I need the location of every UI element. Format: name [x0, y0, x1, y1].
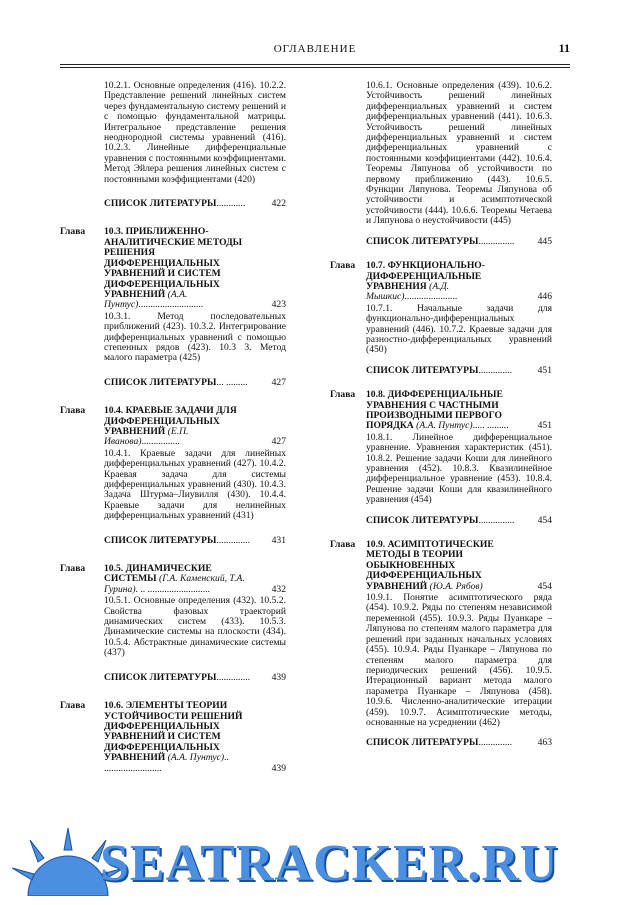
toc-references-entry[interactable] [104, 673, 286, 683]
toc-page-number: 423 [271, 299, 286, 311]
leader-dots: ..... ......... [472, 420, 509, 432]
toc-page-number: 446 [537, 291, 552, 303]
toc-page-number: 432 [271, 583, 286, 595]
toc-right-column [330, 80, 552, 767]
chapter-label: Глава [330, 389, 356, 401]
toc-chapter-entry[interactable] [60, 227, 286, 363]
toc-chapter-entry[interactable] [60, 406, 286, 521]
leader-dots: .............. [478, 737, 513, 749]
toc-page-number: 422 [271, 198, 286, 210]
chapter-label: Глава [60, 405, 86, 417]
toc-subsections: 10.4.1. Краевые задачи для линейных дифференциальных уравнений (427). 10.4.2. Краевая задача для системы дифференциальных уравнений (430). 10.4.3. Задача Штурма–Лиувилля (430). 10.4.4. Краевые задачи для нелинейных дифференциальных уравнений (431) [104, 447, 286, 522]
page-header [60, 41, 570, 61]
toc-chapter-entry[interactable] [330, 261, 552, 356]
toc-subsections: 10.5.1. Основные определения (432). 10.5.2. Свойства фазовых траекторий динамических систем (433). 10.5.3. Динамические системы на плоскости (434). 10.5.4. Абстрактные динамические системы (437) [104, 595, 286, 659]
leader-dots: ............... [478, 514, 515, 526]
leader-dots: ........................... [138, 299, 204, 311]
toc-references-entry[interactable] [104, 536, 286, 546]
chapter-title: 10.3. ПРИБЛИЖЕННО-АНАЛИТИЧЕСКИЕ МЕТОДЫ РЕШЕНИЯ ДИФФЕРЕНЦИАЛЬНЫХ УРАВНЕНИЙ И СИСТЕМ ДИФФЕРЕНЦИАЛЬНЫХ УРАВНЕНИЙ [104, 226, 243, 300]
chapter-title: 10.9. АСИМПТОТИЧЕСКИЕ МЕТОДЫ В ТЕОРИИ ОБЫКНОВЕННЫХ ДИФФЕРЕНЦИАЛЬНЫХ УРАВНЕНИЙ [366, 539, 494, 592]
chapter-author: (Г.А. Каменский, Т.А. Гурина) [104, 573, 245, 595]
leader-dots: ............... [478, 235, 515, 247]
toc-subsections: 10.6.1. Основные определения (439). 10.6.2. Устойчивость решений линейных дифференциальных уравнений и систем дифференциальных уравнений (441). 10.6.3. Устойчивость решений линейных дифференциальных уравнений и систем дифференциальных уравнений с постоянными коэффициентами (442). 10.6.4. Теоремы Ляпунова об устойчивости по первому приближению (443). 10.6.5. Функции Ляпунова. Теоремы Ляпунова об устойчивости и асимптотической устойчивости (444). 10.6.6. Теоремы Четаева и Ляпунова о неустойчивости (445) [366, 80, 552, 227]
references-label: СПИСОК ЛИТЕРАТУРЫ [104, 376, 217, 388]
toc-references-entry[interactable] [366, 738, 552, 748]
toc-page-number: 451 [537, 420, 552, 432]
chapter-label: Глава [60, 563, 86, 575]
toc-chapter-entry[interactable] [330, 540, 552, 728]
leader-dots: .............. [478, 364, 513, 376]
header-rule [60, 64, 570, 65]
leader-dots: . .. .......................... [135, 583, 210, 595]
chapter-label: Глава [330, 539, 356, 551]
chapter-author: (А.А. Пунтус) [416, 420, 473, 432]
chapter-label: Глава [60, 226, 86, 238]
toc-chapter-entry[interactable] [330, 390, 552, 505]
leader-dots: .............. [216, 671, 251, 683]
toc-page-number: 439 [271, 762, 286, 774]
references-label: СПИСОК ЛИТЕРАТУРЫ [104, 671, 217, 683]
toc-references-entry[interactable] [366, 516, 552, 526]
toc-subsections: 10.7.1. Начальные задачи для функционально-дифференциальных уравнений (446). 10.7.2. Краевые задачи для разностно-дифференциальных уравнений (450) [366, 302, 552, 356]
toc-page-number: 439 [271, 671, 286, 683]
toc-page-number: 451 [537, 364, 552, 376]
chapter-title: 10.6. ЭЛЕМЕНТЫ ТЕОРИИ УСТОЙЧИВОСТИ РЕШЕНИЙ ДИФФЕРЕНЦИАЛЬНЫХ УРАВНЕНИЙ И СИСТЕМ ДИФФЕРЕНЦИАЛЬНЫХ УРАВНЕНИЙ [104, 700, 243, 764]
toc-subsections: 10.8.1. Линейное дифференциальное уравнение. Уравнения характеристик (451). 10.8.2. Решение задачи Коши для линейного уравнения (452). 10.8.3. Квазилинейное дифференциальное уравнение (453). 10.8.4. Решение задачи Коши для квазилинейного уравнения (454) [366, 431, 552, 506]
toc-subsections: 10.3.1. Метод последовательных приближений (423). 10.3.2. Интегрирование дифференциальных уравнений с помощью степенных рядов (423). 10.3 3. Метод малого параметра (425) [104, 310, 286, 364]
toc-left-column [60, 80, 286, 784]
header-rule-second [60, 67, 570, 68]
toc-subsections: 10.9.1. Понятие асимптотического ряда (454). 10.9.2. Ряды по степеням независимой переменной (455). 10.9.3. Ряды Пуанкаре – Ляпунова по степеням малого параметра для решений при заданных начальных условиях (455). 10.9.4. Ряды Пуанкаре – Ляпунова по степеням малого параметра для периодических решений (456). 10.9.5. Итерационный вариант метода малого параметра Пуанкаре – Ляпунова (458). 10.9.6. Численно-аналитические итерации (459). 10.9.7. Асимптотические методы, основанные на усреднении (462) [366, 592, 552, 728]
leader-dots: ... ......... [216, 376, 248, 388]
toc-page-number: 463 [537, 737, 552, 749]
toc-references-entry[interactable] [366, 237, 552, 247]
chapter-title: 10.8. ДИФФЕРЕНЦИАЛЬНЫЕ УРАВНЕНИЯ С ЧАСТНЫМИ ПРОИЗВОДНЫМИ ПЕРВОГО ПОРЯДКА [366, 389, 503, 432]
toc-page-number: 454 [537, 514, 552, 526]
leader-dots: ................ [141, 436, 180, 448]
toc-page-number: 427 [271, 376, 286, 388]
chapter-author: (Ю.А. Рябов) [429, 580, 483, 592]
references-label: СПИСОК ЛИТЕРАТУРЫ [366, 514, 479, 526]
toc-chapter-entry[interactable] [60, 701, 286, 774]
chapter-title: 10.4. КРАЕВЫЕ ЗАДАЧИ ДЛЯ ДИФФЕРЕНЦИАЛЬНЫХ УРАВНЕНИЙ [104, 405, 237, 437]
chapter-title: 10.5. ДИНАМИЧЕСКИЕ СИСТЕМЫ [104, 563, 212, 585]
chapter-author: (А.А. Пунтус) [104, 288, 188, 311]
references-label: СПИСОК ЛИТЕРАТУРЫ [104, 198, 217, 210]
references-label: СПИСОК ЛИТЕРАТУРЫ [366, 737, 479, 749]
chapter-author: (А.А. Пунтус) [167, 752, 225, 764]
toc-page-number: 431 [271, 534, 286, 546]
running-title: ОГЛАВЛЕНИЕ [273, 43, 357, 55]
toc-references-entry[interactable] [366, 366, 552, 376]
toc-references-entry[interactable] [104, 199, 286, 209]
toc-page-number: 454 [537, 580, 552, 592]
toc-references-entry[interactable] [104, 378, 286, 388]
leader-dots: .. ........................ [104, 752, 229, 774]
toc-page-number: 427 [271, 436, 286, 448]
toc-subsections: 10.2.1. Основные определения (416). 10.2.2. Представление решений линейных систем через фундаментальную систему решений и с помощью фундаментальной матрицы. Интегральное представление решения неоднородной системы уравнений (416). 10.2.3. Линейные дифференциальные уравнения с постоянными коэффициентами. Метод Эйлера решения линейных систем с постоянными коэффициентами (420) [104, 80, 286, 185]
leader-dots: ............ [216, 198, 246, 210]
chapter-author: (А.Д. Мышкис) [366, 280, 450, 303]
chapter-author: (Е.П. Иванова) [104, 425, 189, 448]
chapter-title: 10.7. ФУНКЦИОНАЛЬНО-ДИФФЕРЕНЦИАЛЬНЫЕ УРАВНЕНИЯ [366, 260, 485, 292]
references-label: СПИСОК ЛИТЕРАТУРЫ [104, 534, 217, 546]
watermark [0, 826, 629, 905]
references-label: СПИСОК ЛИТЕРАТУРЫ [366, 364, 479, 376]
toc-page-number: 445 [537, 235, 552, 247]
leader-dots: .............. [216, 534, 251, 546]
leader-dots: ...................... [404, 291, 458, 303]
chapter-label: Глава [330, 260, 356, 272]
chapter-label: Глава [60, 700, 86, 712]
watermark-text: SEATRACKER.RU [100, 835, 559, 892]
page-number: 11 [558, 41, 570, 55]
references-label: СПИСОК ЛИТЕРАТУРЫ [366, 235, 479, 247]
toc-chapter-entry[interactable] [60, 564, 286, 659]
